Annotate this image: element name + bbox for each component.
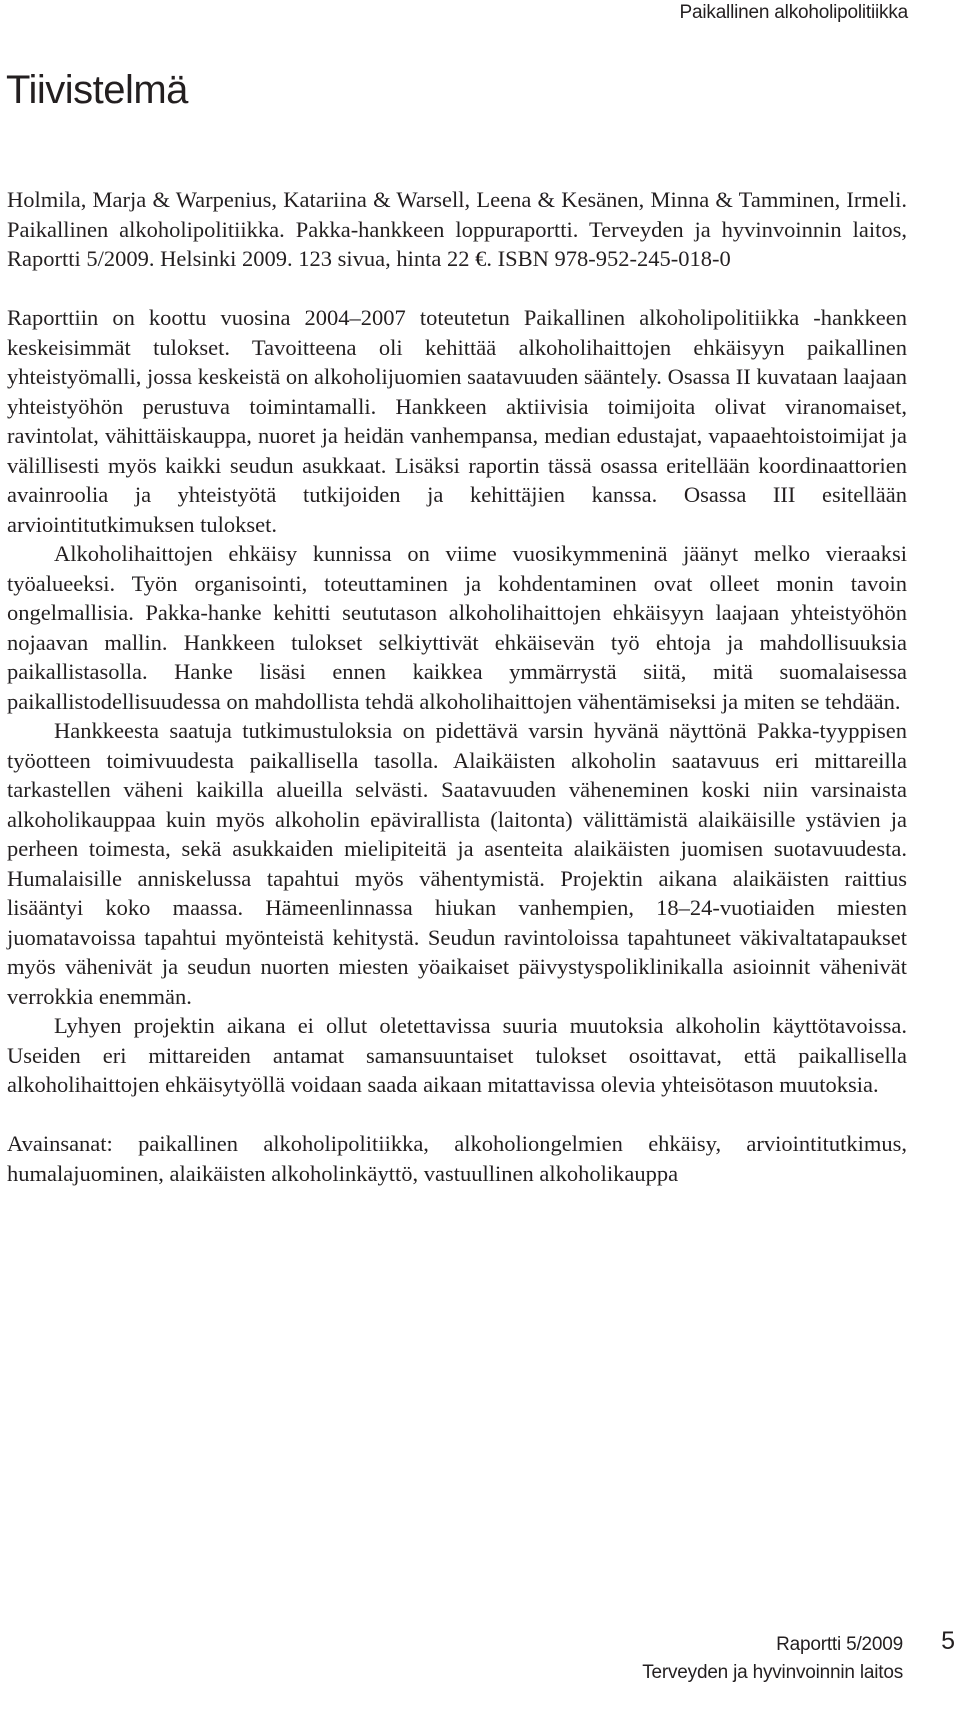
abstract-body [7, 185, 907, 1188]
paragraph-1: Raporttiin on koottu vuosina 2004–2007 toteutetun Paikallinen alkoholipolitiikka -hankkeen keskeisimmät tulokset. Tavoitteena oli kehittää alkoholihaittojen ehkäisyyn paikallinen yhteistyömalli, jossa keskeistä on alkoholijuomien saatavuuden sääntely. Osassa II kuvataan laajaan yhteistyöhön perustuva toimintamalli. Hankkeen aktiivisia toimijoita olivat viranomaiset, ravintolat, vähittäiskauppa, nuoret ja heidän vanhempansa, median edustajat, vapaaehtoistoimijat ja välillisesti myös kaikki seudun asukkaat. Lisäksi raportin tässä osassa eritellään koordinaattorien avainroolia ja yhteistyötä tutkijoiden ja kehittäjien kanssa. Osassa III esitellään arviointitutkimuksen tulokset. [7, 305, 907, 537]
footer-report: Raportti 5/2009 [776, 1634, 903, 1655]
footer-institute: Terveyden ja hyvinvoinnin laitos [642, 1662, 903, 1683]
citation: Holmila, Marja & Warpenius, Katariina & Warsell, Leena & Kesänen, Minna & Tamminen, Irmeli. Paikallinen alkoholipolitiikka. Pakka-hankkeen loppuraportti. Terveyden ja hyvinvoinnin laitos, Raportti 5/2009. Helsinki 2009. 123 sivua, hinta 22 €. ISBN 978-952-245-018-0 [7, 187, 907, 271]
page-number: 5 [941, 1627, 955, 1655]
footer [642, 1631, 903, 1687]
running-head: Paikallinen alkoholipolitiikka [679, 2, 908, 23]
paragraph-2: Alkoholihaittojen ehkäisy kunnissa on viime vuosikymmeninä jäänyt melko vieraaksi työalueeksi. Työn organisointi, toteuttaminen ja kohdentaminen ovat olleet monin tavoin ongelmallisia. Pakka-hanke kehitti seututason alkoholihaittojen ehkäisyyn laajaan yhteistyöhön nojaavan mallin. Hankkeen tulokset selkiyttivät ehkäisevän työ ehtoja ja mahdollisuuksia paikallistasolla. Hanke lisäsi ennen kaikkea ymmärrystä siitä, mitä suomalaisessa paikallistodellisuudessa on mahdollista tehdä alkoholihaittojen vähentämiseksi ja miten se tehdään. [7, 541, 907, 714]
paragraph-4: Lyhyen projektin aikana ei ollut oletettavissa suuria muutoksia alkoholin käyttötavoissa. Useiden eri mittareiden antamat samansuuntaiset tulokset osoittavat, että paikallisella alkoholihaittojen ehkäisytyöllä voidaan saada aikaan mitattavissa olevia yhteisötason muutoksia. [7, 1013, 907, 1097]
keywords: Avainsanat: paikallinen alkoholipolitiikka, alkoholiongelmien ehkäisy, arviointitutkimus, humalajuominen, alaikäisten alkoholinkäyttö, vastuullinen alkoholikauppa [7, 1131, 907, 1186]
page-title: Tiivistelmä [6, 68, 188, 112]
paragraph-3: Hankkeesta saatuja tutkimustuloksia on pidettävä varsin hyvänä näyttönä Pakka-tyyppisen työotteen toimivuudesta paikallisella tasolla. Alaikäisten alkoholin saatavuus eri mittareilla tarkastellen väheni kaikilla alueilla selvästi. Saatavuuden väheneminen koski niin varsinaista alkoholikauppaa kuin myös alkoholin epävirallista (laitonta) välittämistä alaikäisille ystävien ja perheen toimesta, sekä asukkaiden mielipiteitä ja asenteita alaikäisten juomisen suotavuudesta. Humalaisille anniskelussa tapahtui myös vähentymistä. Projektin aikana alaikäisten raittius lisääntyi koko maassa. Hämeenlinnassa hiukan vanhempien, 18–24-vuotiaiden miesten juomatavoissa tapahtui myönteistä kehitystä. Seudun ravintoloissa tapahtuneet väkivaltatapaukset myös vähenivät ja seudun nuorten miesten yöaikaiset päivystyspoliklinikalla asioinnit vähenivät verrokkia enemmän. [7, 718, 907, 1009]
